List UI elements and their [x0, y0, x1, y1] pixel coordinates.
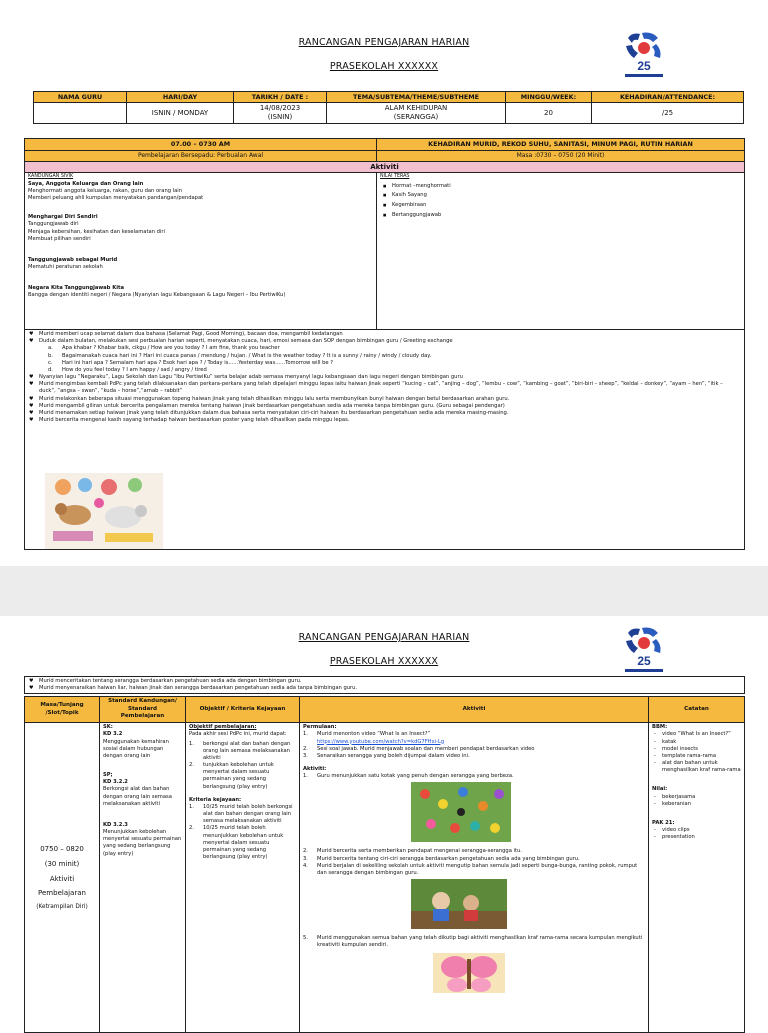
aktiviti-item: 2. Murid bercerita serta memberikan pendapat mengenai serangga-serangga itu. [303, 848, 522, 855]
sivik-title: KANDUNGAN SIVIK [28, 174, 74, 180]
aktiviti-item: 3. Murid bercerita tentang ciri-ciri serangga berdasarkan pengetahuan sedia ada yang bimbingan guru. [303, 855, 580, 862]
kriteria-title: Kriteria kejayaan: [189, 796, 242, 803]
aktiviti-item: 1. Guru menunjukkan satu kotak yang penuh dengan serangga yang berbeza. [303, 773, 514, 780]
pak-title: PAK 21: [652, 819, 675, 826]
objektif-title: Objektif pembelajaran: [189, 724, 257, 731]
sivik-group [28, 181, 373, 203]
school-logo-icon [622, 625, 666, 675]
permulaan-item: 3. Senaraikan serangga yang boleh dijumpai dalam video ini. [303, 752, 470, 759]
lesson-table [24, 696, 745, 1033]
col-kehadiran: KEHADIRAN/ATTENDANCE: [592, 92, 744, 103]
objektif-item: 1. berkongsi alat dan bahan dengan orang lain semasa melaksanakan aktiviti [189, 740, 291, 761]
col-tema: TEMA/SUBTEMA/THEME/SUBTHEME [327, 92, 506, 103]
permulaan-item: 2. Sesi soal jawab. Murid menjawab soalan dan memberi pendapat berdasarkan video [303, 745, 535, 752]
col-standard: Standard Kandungan/ Standard Pembelajaran [100, 697, 186, 723]
bbm-title: BBM: [652, 724, 668, 731]
objektif-cell [186, 723, 300, 1033]
sivik-cell [25, 173, 377, 330]
col-tarikh: TARIKH / DATE : [234, 92, 327, 103]
svg-text:25: 25 [637, 59, 651, 73]
aktiviti-title: Aktiviti: [303, 766, 327, 773]
sivik-line: Memberi peluang ahli kumpulan menyatakan pandangan/pendapat [28, 195, 204, 202]
value-hari: ISNIN / MONDAY [127, 103, 234, 124]
sivik-line: Bangga dengan identiti negeri / Negara (Nyanyian lagu Kebangsaan & Lagu Negeri – Ibu PertiwiKu) [28, 292, 286, 299]
bbm-item: - video “What Is an Insect?” [662, 731, 741, 738]
aktiviti-item: 5. Murid menggunakan semua bahan yang telah dikutip bagi aktiviti menghasilkan kraf rama-rama secara kumpulan mengikuti kreativiti kumpulan sendiri. [303, 935, 643, 949]
sivik-group [28, 285, 373, 299]
bbm-item: - model insects [662, 746, 741, 753]
nilai-item: ■ Kegembiraan [392, 202, 741, 209]
col-masa: Masa/Tunjang /Slot/Topik [25, 697, 100, 723]
objektif-intro: Pada akhir sesi PdPc ini, murid dapat: [189, 731, 287, 738]
value-tarikh: 14/08/2023 (ISNIN) [234, 103, 327, 124]
sivik-heading: Tanggungjawab sebagai Murid [28, 256, 118, 263]
sivik-group [28, 214, 373, 243]
permulaan-item: 1. Murid menonton video “What Is an Insect?” [303, 731, 431, 738]
school-logo-icon [622, 30, 666, 80]
bbm-item: - katak [662, 739, 741, 746]
sivik-line: Menjaga kebersihan, kesihatan dan keselamatan diri [28, 228, 165, 235]
aktiviti-cell [300, 723, 649, 1033]
sivik-line: Tanggungjawab diri [28, 221, 79, 228]
block1-subject: Pembelajaran Bersepadu: Perbualan Awal [25, 150, 377, 161]
sk-text: Menggunakan kemahiran sosial dalam hubungan dengan orang lain [103, 738, 169, 759]
sivik-line: Membuat pilihan sendiri [28, 235, 91, 242]
activity-cell [25, 330, 745, 550]
sivik-line: Mematuhi peraturan sekolah [28, 264, 103, 271]
sk-label: SK: [103, 724, 113, 731]
block1-masa: Masa :0730 – 0750 (20 Minit) [377, 150, 745, 161]
activity-bullet: ♥ Murid bercerita mengenai kasih sayang terhadap haiwan berdasarkan poster yang telah dihasilkan pada minggu lepas. [39, 417, 741, 424]
block1-routine: KEHADIRAN MURID, REKOD SUHU, SANITASI, MINUM PAGI, RUTIN HARIAN [377, 139, 745, 151]
page-separator [0, 566, 768, 616]
sp-text: Menunjukkan kebolehan menyertai sesuatu permainan yang sedang berlangsung (play entry) [103, 829, 182, 857]
objektif-item: 2. tunjukkan kebolehan untuk menyertai dalam sesuatu permainan yang sedang berlangsung (play entry) [189, 762, 274, 790]
sp-label: SP; [103, 772, 113, 779]
value-kehadiran: /25 [592, 103, 744, 124]
video-link[interactable]: https://www.youtube.com/watch?v=kdG7FHxi-Lg [317, 738, 445, 745]
col-aktiviti: Aktiviti [300, 697, 649, 723]
sivik-heading: Menghargai Diri Sendiri [28, 214, 98, 221]
value-tema: ALAM KEHIDUPAN (SERANGGA) [327, 103, 506, 124]
nilai-title: NILAI TERAS [380, 174, 410, 180]
butterfly-craft-image [433, 953, 505, 993]
top-bullet: ♥ Murid menceritakan tentang serangga berdasarkan pengetahuan sedia ada dengan bimbingan guru. [39, 678, 741, 685]
activity-bullet: ♥ Murid memberi ucap selamat dalam dua bahasa (Selamat Pagi, Good Morning), bacaan doa, mengambil kedatangan [39, 331, 741, 338]
bbm-item: - alat dan bahan untuk menghasilkan kraf rama-rama [662, 760, 741, 774]
aktiviti-item: 4. Murid berjalan di sekeliling sekolah untuk aktiviti mengutip bahan semula jadi seperti bunga-bunga, ranting pokok, rumput dan serangga dengan bimbingan guru. [303, 862, 638, 876]
sivik-heading: Saya, Anggota Keluarga dan Orang lain [28, 180, 144, 187]
page-2 [0, 616, 768, 1024]
nilai-cell [377, 173, 745, 330]
top-bullets-cell [25, 677, 745, 694]
standard-cell [100, 723, 186, 1033]
block1-time: 07.00 – 0730 AM [25, 139, 377, 151]
nature-walk-image [411, 879, 507, 929]
masa-slot-2: Pembelajaran [38, 889, 86, 898]
activity-sub-item: d. How do you feel today ? I am happy / sad / angry / tired [48, 366, 207, 373]
block1-table [24, 138, 745, 550]
pak-item: - presentation [662, 834, 741, 841]
value-nama-guru [34, 103, 127, 124]
masa-slot: Aktiviti [49, 874, 75, 883]
pak-item: - video clips [662, 827, 741, 834]
activity-bullet: ♥ Duduk dalam bulatan, melakukan sesi perbualan harian seperti, menyatakan cuaca, hari, emosi semasa dan SOP dengan bimbingan guru / Greeting exchange [39, 338, 741, 345]
catatan-cell [649, 723, 745, 1033]
svg-text:25: 25 [637, 654, 651, 668]
header-table [33, 91, 744, 124]
permulaan-title: Permulaan: [303, 724, 337, 731]
masa-tunjang: (Ketrampilan Diri) [36, 903, 88, 910]
value-minggu: 20 [506, 103, 592, 124]
sk-code: KD 3.2 [103, 731, 123, 738]
doc-subtitle: PRASEKOLAH XXXXXX [329, 61, 439, 72]
doc-title: RANCANGAN PENGAJARAN HARIAN [298, 37, 470, 48]
kriteria-item: 1. 10/25 murid telah boleh berkongsi alat dan bahan dengan orang lain semasa melaksanakan aktiviti [189, 803, 293, 825]
col-minggu: MINGGU/WEEK: [506, 92, 592, 103]
bbm-item: - template rama-rama [662, 753, 741, 760]
masa-cell [25, 723, 100, 1033]
activity-sub-item: c. Hari ini hari apa ? Semalam hari apa ? Esok hari apa ? / Today is......Yesterday was......Tomorrow will be ? [48, 359, 333, 366]
doc-subtitle-2: PRASEKOLAH XXXXXX [329, 656, 439, 667]
nilai-item: ■ Kasih Sayang [392, 192, 741, 199]
activity-bullet: ♥ Murid mengambil giliran untuk bercerita pengalaman mereka tentang haiwan jinak berdasarkan pengetahuan sedia ada mereka tanpa bimbingan guru. (Guru sebagai pendengar) [39, 403, 741, 410]
sp-code: KD 3.2.2 [103, 779, 128, 786]
activity-bullet: ♥ Murid melakonkan beberapa situasi menggunakan topeng haiwan jinak yang telah dihasilkan minggu lalu serta membunyikan bunyi haiwan dengan betul berdasarkan arahan guru. [39, 396, 741, 403]
kriteria-item: 2. 10/25 murid telah boleh menunjukkan kebolehan untuk menyertai dalam sesuatu permainan yang sedang berlangsung (play entry) [189, 825, 284, 861]
activity-bullet: ♥ Nyanyian lagu “Negaraku”, Lagu Sekolah dan Lagu “Ibu PertiwiKu” serta belajar adab semasa menyanyi lagu kebangsaan dan lagu negeri dengan bimbingan guru [39, 374, 741, 381]
activity-bullet: ♥ Murid menamakan setiap haiwan jinak yang telah ditunjukkan dalam dua bahasa serta menyatakan ciri-ciri haiwan itu berdasarkan pengetahuan sedia ada mereka masing-masing. [39, 410, 741, 417]
catatan-nilai-item: - keberanian [662, 801, 741, 808]
animal-poster-image [45, 473, 163, 549]
sivik-group [28, 257, 373, 271]
catatan-nilai-title: Nilai: [652, 786, 668, 793]
nilai-item: ■ Hormat –menghormati [392, 183, 741, 190]
activity-sub-item: a. Apa khabar ? Khabar baik, cikgu / How are you today ? I am fine, thank you teacher [48, 345, 280, 352]
block1-aktiviti-heading: Aktiviti [25, 162, 745, 173]
masa-duration: (30 minit) [44, 859, 80, 868]
col-objektif: Objektif / Kriteria Kejayaan [186, 697, 300, 723]
activity-sub-item: b. Bagaimanakah cuaca hari ini ? Hari ini cuaca panas / mendung / hujan. / What is the weather today ? It is a sunny / rainy / windy / cloudy day. [48, 352, 432, 359]
insect-box-image [411, 782, 511, 842]
sp-code: KD 3.2.3 [103, 821, 128, 828]
doc-title-2: RANCANGAN PENGAJARAN HARIAN [298, 632, 470, 643]
nilai-item: ■ Bertanggungjawab [392, 212, 741, 219]
page2-top-table [24, 676, 745, 694]
sp-text: Berkongsi alat dan bahan dengan orang lain semasa melaksanakan aktiviti [103, 786, 172, 807]
col-nama-guru: NAMA GURU [34, 92, 127, 103]
col-hari: HARI/DAY [127, 92, 234, 103]
catatan-nilai-item: - bekerjasama [662, 794, 741, 801]
activity-bullet: ♥ Murid mengimbas kembali PdPc yang telah dilaksanakan dan perkara-perkara yang telah dipelajari minggu lepas iaitu haiwan jinak seperti “kucing – cat”, “anjing – dog”, “lembu – cow”, “kambing – goat”, “biri-biri – sheep”, “keldai – donkey”, “ayam – hen”, “itik – duck”, “angsa – swan”, “kuda – horse”,“arnab – rabbit” [39, 381, 741, 395]
col-catatan: Catatan [649, 697, 745, 723]
top-bullet: ♥ Murid menyenaraikan haiwan liar, haiwan jinak dan serangga berdasarkan pengetahuan sedia ada tanpa bimbingan guru. [39, 685, 741, 692]
sivik-line: Menghormati anggota keluarga, rakan, guru dan orang lain [28, 187, 183, 194]
sivik-heading: Negara Kita Tanggungjawab Kita [28, 285, 124, 292]
masa-time: 0750 – 0820 [40, 845, 84, 854]
